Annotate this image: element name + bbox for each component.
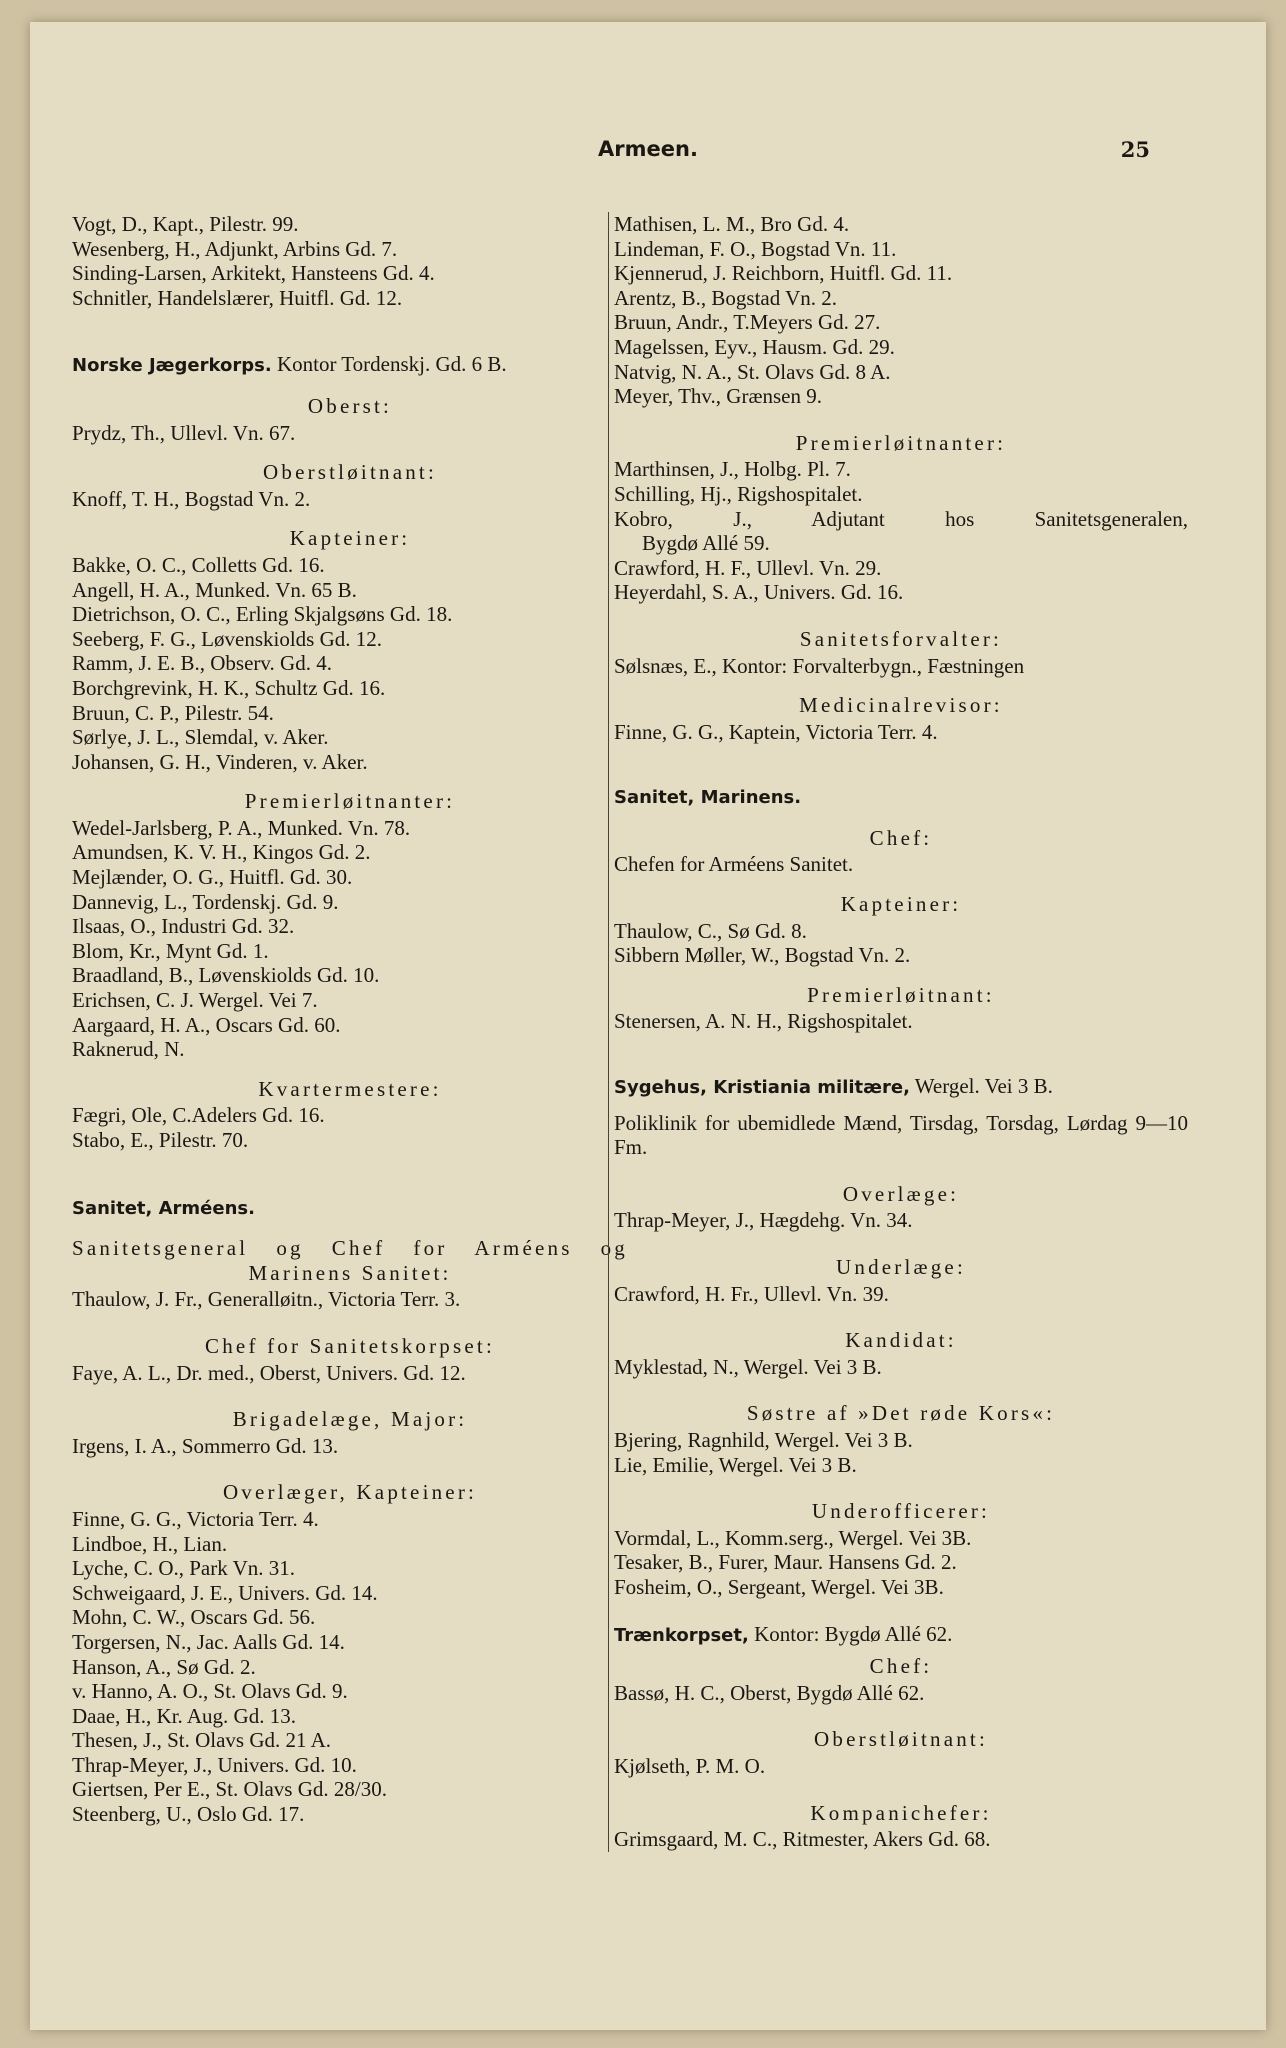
section-norske-jaegerkorps [72,352,628,379]
list-item: Schnitler, Handelslærer, Huitfl. Gd. 12. [72,285,403,310]
list-item: Borchgrevink, H. K., Schultz Gd. 16. [72,675,386,700]
section-heading: Sygehus, Kristiania militære, [614,1077,910,1099]
subheading-premierloitnanter: Premierløitnanter: [795,430,1007,455]
list-item: Sørlye, J. L., Slemdal, v. Aker. [72,725,329,750]
entry-list [72,212,628,310]
entry-list [72,1361,628,1386]
entry-list [72,421,628,446]
subheading-sanitetsgeneral: Sanitetsgeneral og Chef for Arméens og Marinens Sanitet: [72,1236,628,1285]
subheading-kvartermestere: Kvartermestere: [258,1076,442,1101]
list-item: Stabo, E., Pilestr. 70. [72,1128,249,1152]
list-item: Crawford, H. Fr., Ullevl. Vn. 39. [614,1281,889,1306]
entry-list [614,919,1188,968]
list-item: Faye, A. L., Dr. med., Oberst, Univers. Gd. 12. [72,1360,466,1385]
entry-list [72,816,628,1062]
entry-list [614,1009,1188,1034]
section-heading-address: Wergel. Vei 3 B. [909,1074,1053,1099]
section-sanitet-marinens [614,784,1188,811]
list-item: Bruun, Andr., T.Meyers Gd. 27. [614,310,881,335]
list-item: Johansen, G. H., Vinderen, v. Aker. [72,749,368,774]
list-item: Raknerud, N. [72,1037,185,1062]
list-item: Crawford, H. F., Ullevl. Vn. 29. [614,555,882,580]
list-item: Ilsaas, O., Industri Gd. 32. [72,914,295,939]
subheading-kandidat: Kandidat: [845,1328,957,1353]
list-item: Kjennerud, J. Reichborn, Huitfl. Gd. 11. [614,261,953,286]
list-item: Sinding-Larsen, Arkitekt, Hansteens Gd. 4. [72,261,435,286]
subheading-oberstloitnant: Oberstløitnant: [814,1727,988,1752]
list-item: Hanson, A., Sø Gd. 2. [72,1654,256,1679]
subheading-premierloitnant: Premierløitnant: [807,982,995,1007]
list-item: Finne, G. G., Kaptein, Victoria Terr. 4. [614,719,938,744]
entry-list [614,654,1188,679]
list-item: Grimsgaard, M. C., Ritmester, Akers Gd. 68. [614,1827,991,1852]
list-item: Sølsnæs, E., Kontor: Forvalterbygn., Fæstningen [614,653,1025,678]
subheading-sostre: Søstre af »Det røde Kors«: [746,1401,1056,1426]
list-item: Thrap-Meyer, J., Univers. Gd. 10. [72,1752,357,1777]
list-item: Daae, H., Kr. Aug. Gd. 13. [72,1703,296,1728]
list-item: Meyer, Thv., Grænsen 9. [614,384,822,409]
entry-list [72,487,628,512]
list-item: v. Hanno, A. O., St. Olavs Gd. 9. [72,1679,348,1704]
entry-list [614,1282,1188,1307]
page-title: Armeen. [598,137,698,161]
left-column [72,212,628,1827]
list-item: Giertsen, Per E., St. Olavs Gd. 28/30. [72,1777,387,1802]
list-item: Mejlænder, O. G., Huitfl. Gd. 30. [72,865,353,890]
section-heading: Sanitet, Arméens. [72,1197,255,1219]
entry-list [614,556,1188,605]
entry-list [614,457,1188,506]
subheading-oberstloitnant: Oberstløitnant: [263,460,437,485]
list-item: Tesaker, B., Furer, Maur. Hansens Gd. 2. [614,1550,957,1575]
list-item: Erichsen, C. J. Wergel. Vei 7. [72,988,318,1013]
entry-list [72,1507,628,1827]
list-item: Bjering, Ragnhild, Wergel. Vei 3 B. [614,1427,913,1452]
list-item: Sibbern Møller, W., Bogstad Vn. 2. [614,943,911,968]
entry-list [614,212,1188,409]
list-item: Bakke, O. C., Colletts Gd. 16. [72,552,325,577]
subheading-overlaeger: Overlæger, Kapteiner: [222,1480,478,1505]
list-item: Schweigaard, J. E., Univers. Gd. 14. [72,1580,378,1605]
list-item: Bygdø Allé 59. [642,531,770,556]
list-item: Fægri, Ole, C.Adelers Gd. 16. [72,1103,325,1128]
list-item: Lindeman, F. O., Bogstad Vn. 11. [614,236,897,261]
entry-list [614,1355,1188,1380]
subheading-underlaege: Underlæge: [836,1255,966,1279]
list-item: Steenberg, U., Oslo Gd. 17. [72,1802,305,1827]
entry-list [614,1428,1188,1477]
subheading-kapteiner: Kapteiner: [840,892,962,917]
poliklinik-note: Poliklinik for ubemidlede Mænd, Tirsdag, Torsdag, Lørdag 9—10 Fm. [614,1110,1188,1160]
list-item: Kjølseth, P. M. O. [614,1753,766,1778]
entry-list [614,852,1188,877]
list-item: Myklestad, N., Wergel. Vei 3 B. [614,1354,882,1379]
list-item: Schilling, Hj., Rigshospitalet. [614,481,863,506]
entry-list [72,1287,628,1312]
list-item: Dannevig, L., Tordenskj. Gd. 9. [72,889,339,914]
list-item: Marthinsen, J., Holbg. Pl. 7. [614,457,851,482]
list-item: Stenersen, A. N. H., Rigshospitalet. [614,1009,913,1034]
list-item: Angell, H. A., Munked. Vn. 65 B. [72,577,357,602]
list-item: Bassø, H. C., Oberst, Bygdø Allé 62. [614,1680,925,1705]
section-sygehus [614,1074,1188,1101]
entry-list [614,1208,1188,1233]
list-item: Heyerdahl, S. A., Univers. Gd. 16. [614,580,904,605]
list-item: Fosheim, O., Sergeant, Wergel. Vei 3B. [614,1574,944,1599]
list-item: Lie, Emilie, Wergel. Vei 3 B. [614,1452,857,1477]
list-item: Bruun, C. P., Pilestr. 54. [72,700,274,725]
list-item: Knoff, T. H., Bogstad Vn. 2. [72,486,311,511]
list-item: Wedel-Jarlsberg, P. A., Munked. Vn. 78. [72,815,411,840]
list-item: Aargaard, H. A., Oscars Gd. 60. [72,1012,341,1037]
list-item: Lindboe, H., Lian. [72,1531,228,1556]
list-item: Irgens, I. A., Sommerro Gd. 13. [72,1433,339,1458]
entry-list [614,1754,1188,1779]
subheading-chef-sanitetskorpset: Chef for Sanitetskorpset: [205,1333,495,1358]
subheading-brigadelaege: Brigadelæge, Major: [232,1407,468,1432]
section-sanitet-armeens [72,1195,628,1222]
list-item: Seeberg, F. G., Løvenskiolds Gd. 12. [72,626,382,651]
list-item: Blom, Kr., Mynt Gd. 1. [72,938,269,963]
right-column [608,212,1188,1852]
entry-list [614,1681,1188,1706]
list-item: Finne, G. G., Victoria Terr. 4. [72,1506,319,1531]
list-item: Braadland, B., Løvenskiolds Gd. 10. [72,963,380,988]
section-traenkorpset [614,1622,1188,1649]
list-item: Chefen for Arméens Sanitet. [614,852,854,877]
list-item: Wesenberg, H., Adjunkt, Arbins Gd. 7. [72,236,398,261]
subheading-underofficerer: Underofficerer: [811,1499,991,1524]
list-item: Natvig, N. A., St. Olavs Gd. 8 A. [614,359,891,384]
subheading-premierloitnanter: Premierløitnanter: [244,789,456,814]
subheading-oberst: Oberst: [307,393,393,418]
list-item: Mohn, C. W., Oscars Gd. 56. [72,1605,316,1630]
section-heading: Sanitet, Marinens. [614,787,802,809]
list-item: Amundsen, K. V. H., Kingos Gd. 2. [72,840,371,865]
entry-list [614,1526,1188,1600]
page-number: 25 [1120,137,1150,162]
subheading-overlaege: Overlæge: [842,1181,960,1206]
section-heading-address: Kontor Tordenskj. Gd. 6 B. [271,352,507,377]
directory-page [30,22,1266,2030]
list-item: Thrap-Meyer, J., Hægdehg. Vn. 34. [614,1208,913,1233]
section-heading: Trænkorpset, [614,1624,749,1646]
list-item: Dietrichson, O. C., Erling Skjalgsøns Gd. 18. [72,602,453,627]
list-item: Thaulow, C., Sø Gd. 8. [614,918,807,943]
list-item: Magelssen, Eyv., Hausm. Gd. 29. [614,334,895,359]
list-item: Vogt, D., Kapt., Pilestr. 99. [72,212,299,236]
list-item [614,507,1188,532]
subheading-chef: Chef: [869,825,933,850]
subheading-kapteiner: Kapteiner: [289,526,411,551]
entry-text: Kobro, J., Adjutant hos Sanitetsgeneralen, [614,506,1188,531]
subheading-medicinalrevisor: Medicinalrevisor: [799,693,1003,718]
list-item: Prydz, Th., Ullevl. Vn. 67. [72,420,296,445]
list-item: Ramm, J. E. B., Observ. Gd. 4. [72,651,332,676]
list-item: Mathisen, L. M., Bro Gd. 4. [614,212,850,236]
entry-list [72,1434,628,1459]
list-item: Lyche, C. O., Park Vn. 31. [72,1556,296,1581]
entry-list [614,1827,1188,1852]
section-heading-address: Kontor: Bygdø Allé 62. [748,1621,953,1646]
list-item: Thaulow, J. Fr., Generalløitn., Victoria Terr. 3. [72,1287,461,1312]
list-item: Torgersen, N., Jac. Aalls Gd. 14. [72,1629,345,1654]
subheading-chef: Chef: [869,1654,933,1679]
entry-list [614,720,1188,745]
subheading-sanitetsforvalter: Sanitetsforvalter: [799,626,1003,651]
list-item: Thesen, J., St. Olavs Gd. 21 A. [72,1728,331,1753]
list-item: Arentz, B., Bogstad Vn. 2. [614,285,838,310]
section-heading: Norske Jægerkorps. [72,355,272,377]
entry-list [72,553,628,774]
list-item: Vormdal, L., Komm.serg., Wergel. Vei 3B. [614,1525,972,1550]
subheading-kompanichefer: Kompanichefer: [810,1800,992,1825]
entry-list [72,1103,628,1152]
